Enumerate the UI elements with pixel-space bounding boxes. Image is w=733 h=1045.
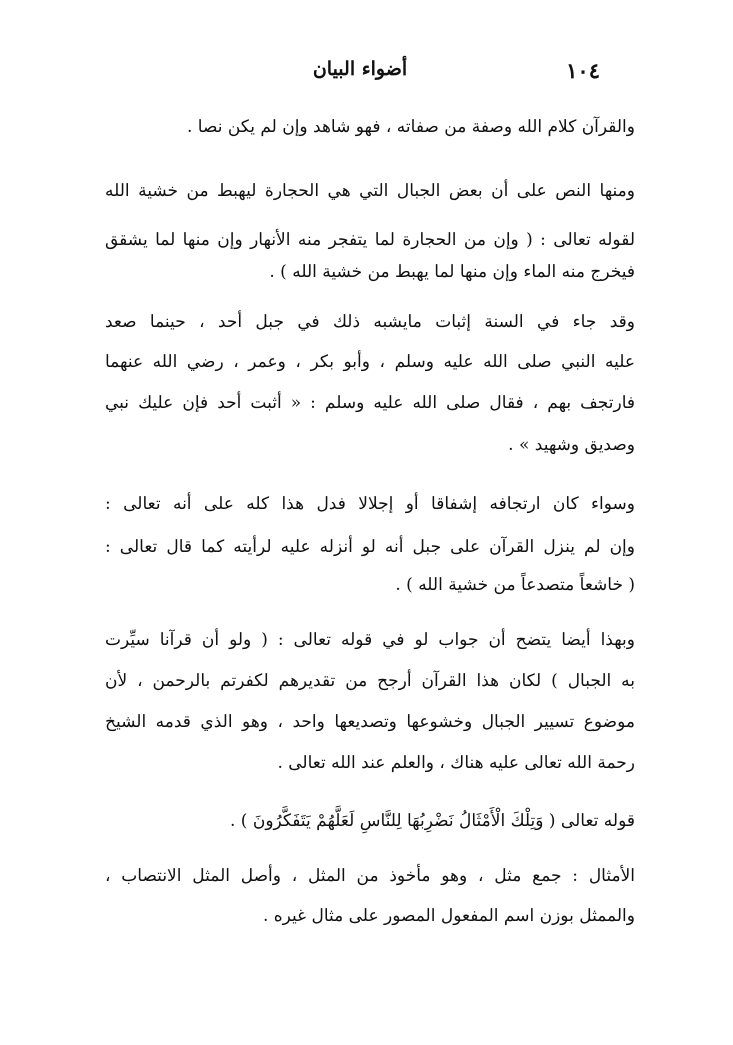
text-line: وبهذا أيضا يتضح أن جواب لو في قوله تعالى : ( ولو أن قرآنا سيِّرت: [105, 630, 635, 650]
running-title: أضواء البيان: [312, 58, 408, 80]
text-line: ومنها النص على أن بعض الجبال التي هي الحجارة ليهبط من خشية الله: [105, 181, 635, 201]
text-line: ( خاشعاً متصدعاً من خشية الله ) .: [395, 575, 635, 595]
text-line: رحمة الله تعالى عليه هناك ، والعلم عند الله تعالى .: [277, 753, 635, 773]
text-line: والممثل بوزن اسم المفعول المصور على مثال غيره .: [262, 906, 635, 926]
text-line: به الجبال ) لكان هذا القرآن أرجح من تقديرهم لكفرتم بالرحمن ، لأن: [105, 671, 635, 691]
page-header: [120, 58, 600, 88]
text-line: والقرآن كلام الله وصفة من صفاته ، فهو شاهد وإن لم يكن نصا .: [187, 117, 635, 137]
text-line: الأمثال : جمع مثل ، وهو مأخوذ من المثل ، وأصل المثل الانتصاب ،: [105, 866, 635, 886]
text-line: لقوله تعالى : ( وإن من الحجارة لما يتفجر منه الأنهار وإن منها لما يشقق: [105, 230, 635, 250]
text-line: وصديق وشهيد » .: [508, 435, 635, 455]
text-line: موضوع تسيير الجبال وخشوعها وتصديعها واحد ، وهو الذي قدمه الشيخ: [105, 712, 635, 732]
page-number: ١٠٤: [566, 58, 600, 83]
text-line: وقد جاء في السنة إثبات مايشبه ذلك في جبل أحد ، حينما صعد: [105, 312, 635, 332]
text-line: عليه النبي صلى الله عليه وسلم ، وأبو بكر ، وعمر ، رضي الله عنهما: [105, 352, 635, 372]
text-line: وسواء كان ارتجافه إشفاقا أو إجلالا فدل هذا كله على أنه تعالى :: [105, 494, 635, 514]
text-line: فيخرج منه الماء وإن منها لما يهبط من خشية الله ) .: [269, 262, 635, 282]
text-line: وإن لم ينزل القرآن على جبل أنه لو أنزله عليه لرأيته كما قال تعالى :: [105, 537, 635, 557]
quran-verse-line: قوله تعالى ( وَتِلْكَ الْأَمْثَالُ نَضْرِبُهَا لِلنَّاسِ لَعَلَّهُمْ يَتَفَكَّرُونَ ) .: [229, 811, 635, 831]
text-line: فارتجف بهم ، فقال صلى الله عليه وسلم : « أثبت أحد فإن عليك نبي: [105, 393, 635, 413]
